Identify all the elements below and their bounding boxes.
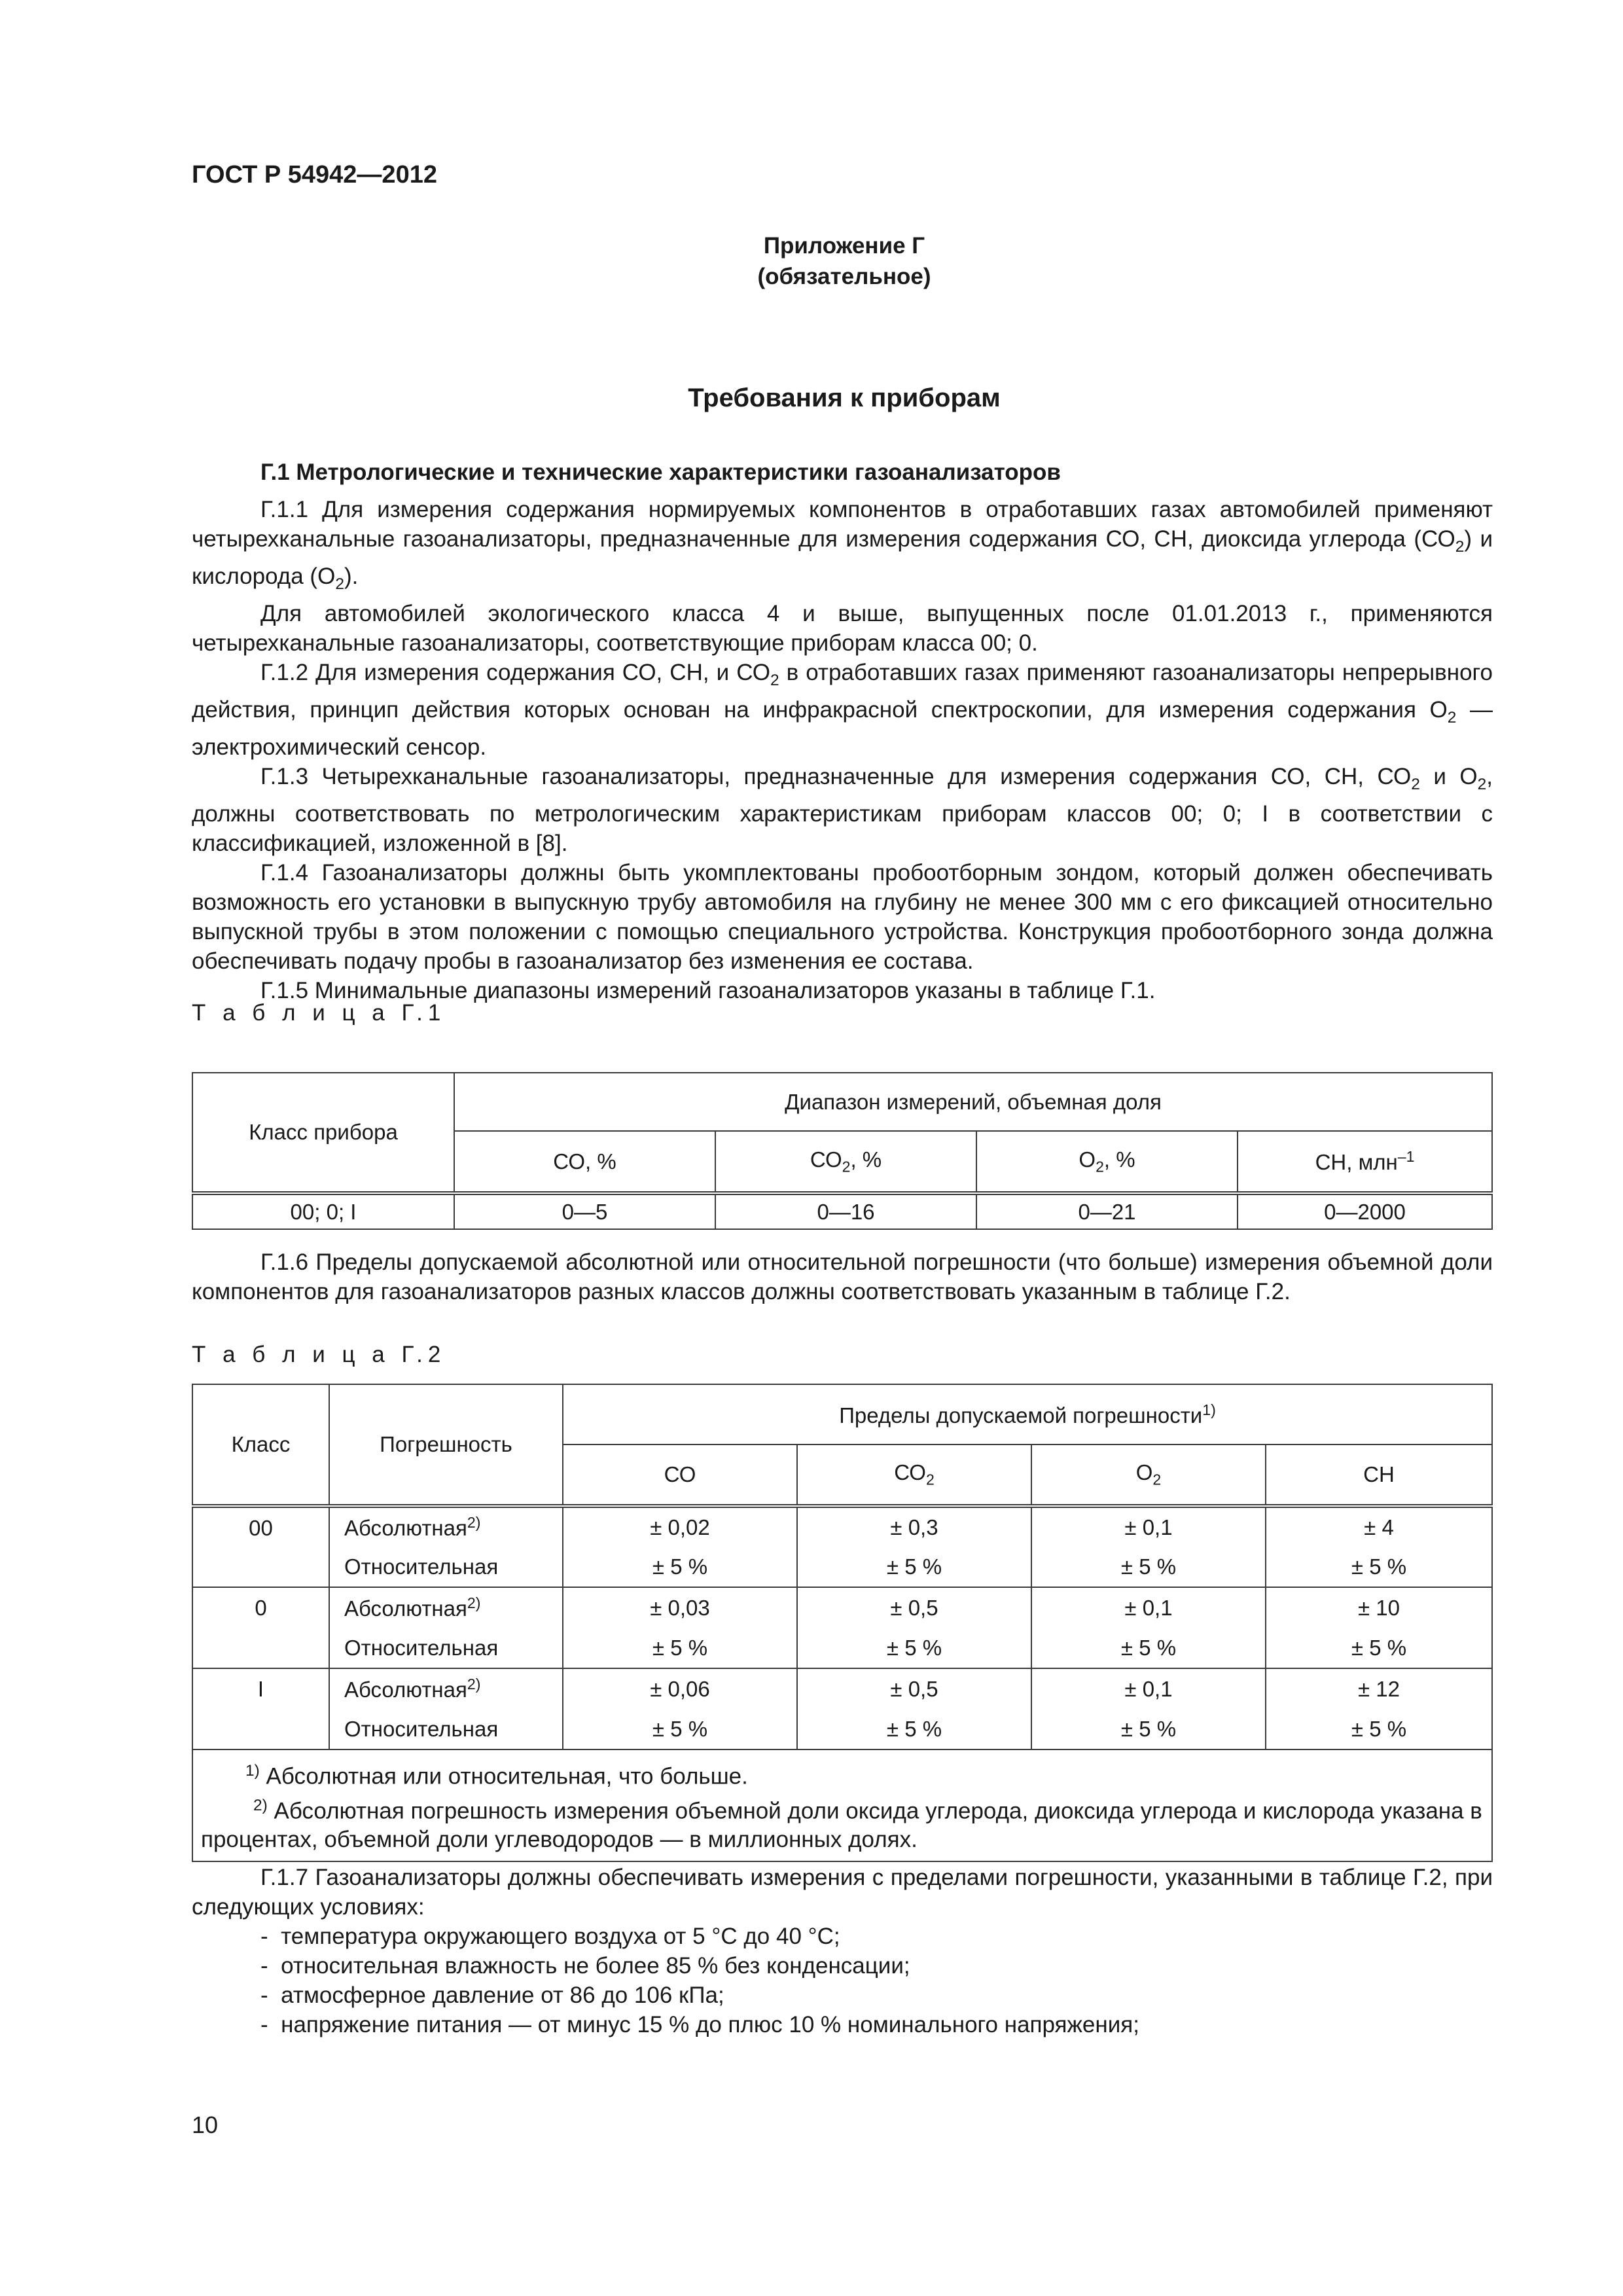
table1-header-class: Класс прибора <box>192 1073 454 1193</box>
table-row <box>192 1709 1492 1749</box>
table2-cell-type: Относительная <box>329 1547 563 1587</box>
table-row <box>192 1587 1492 1628</box>
table2-cell-ch: ± 10 <box>1266 1587 1492 1628</box>
list-item: - относительная влажность не более 85 % без конденсации; <box>260 1951 1139 1981</box>
paragraph-g11-class4: Для автомобилей экологического класса 4 и выше, выпущенных после 01.01.2013 г., применяются четырехканальные газоанализаторы, соответствующие приборам класса 00; 0. <box>192 601 1493 656</box>
conditions-list <box>260 1922 1139 2039</box>
table2-cell-co: ± 0,06 <box>563 1668 797 1709</box>
table1-cell-o2: 0—21 <box>976 1193 1238 1229</box>
table2-note-1: $^{1)}$ Абсолютная или относительная, что больше. <box>245 1762 748 1789</box>
table2-cell-o2: ± 0,1 <box>1031 1506 1266 1547</box>
table1-cell-class: 00; 0; I <box>192 1193 454 1229</box>
table-g1 <box>192 1072 1493 1230</box>
paragraph-g13: Г.1.3 Четырехканальные газоанализаторы, предназначенные для измерения содержания СО, СН, $СО_2$ и $О_2$, должны соответствовать по метрологическим характеристикам приборам классов 00; 0; I в соответствии с классификацией, изложенной в [8]. <box>192 764 1493 856</box>
table2-cell-co: ± 5 % <box>563 1547 797 1587</box>
table2-cell-ch: ± 4 <box>1266 1506 1492 1547</box>
table2-cell-co2: ± 0,3 <box>797 1506 1031 1547</box>
table-row <box>192 1668 1492 1709</box>
table2-cell-type: Относительная <box>329 1709 563 1749</box>
paragraph-g16: Г.1.6 Пределы допускаемой абсолютной или относительной погрешности (что больше) измерения объемной доли компонентов для газоанализаторов разных классов должны соответствовать указанным в таблице Г.2. <box>192 1249 1493 1304</box>
table2-header-co: СО <box>563 1444 797 1506</box>
table2-cell-co2: ± 0,5 <box>797 1587 1031 1628</box>
body-g16 <box>192 1247 1493 1306</box>
table2-cell-co: ± 5 % <box>563 1709 797 1749</box>
table-row <box>192 1506 1492 1547</box>
list-item: - атмосферное давление от 86 до 106 кПа; <box>260 1981 1139 2010</box>
list-item: - температура окружающего воздуха от 5 °С до 40 °С; <box>260 1922 1139 1951</box>
table2-cell-o2: ± 5 % <box>1031 1709 1266 1749</box>
table2-cell-co: ± 5 % <box>563 1628 797 1668</box>
table2-cell-o2: ± 5 % <box>1031 1547 1266 1587</box>
table2-notes <box>192 1749 1492 1861</box>
table2-cell-co2: ± 5 % <box>797 1709 1031 1749</box>
annex-status: (обязательное) <box>757 264 931 289</box>
table2-cell-o2: ± 0,1 <box>1031 1668 1266 1709</box>
table2-cell-ch: ± 5 % <box>1266 1709 1492 1749</box>
paragraph-g12: Г.1.2 Для измерения содержания СО, СН, и $СО_2$ в отработавших газах применяют газоанализаторы непрерывного действия, принцип действия которых основан на инфракрасной спектроскопии, для измерения содержания $О_2$ — электрохимический сенсор. <box>192 660 1493 760</box>
table2-cell-co: ± 0,02 <box>563 1506 797 1547</box>
body-g17 <box>192 1863 1493 1922</box>
table2-cell-o2: ± 5 % <box>1031 1628 1266 1668</box>
paragraph-g14: Г.1.4 Газоанализаторы должны быть укомплектованы пробоотборным зондом, который должен обеспечивать возможность его установки в выпускную трубу автомобиля на глубину не менее 300 мм с его фиксацией относительно выпускной трубы в этом положении с помощью специального устройства. Конструкция пробоотборного зонда должна обеспечивать подачу пробы в газоанализатор без изменения ее состава. <box>192 860 1493 974</box>
table2-cell-ch: ± 5 % <box>1266 1547 1492 1587</box>
table2-caption: Т а б л и ц а Г.2 <box>192 1342 446 1367</box>
table2-header-co2: $СО_2$ <box>797 1444 1031 1506</box>
table1-cell-co: 0—5 <box>454 1193 715 1229</box>
table1-header-o2: $О_2$, % <box>976 1131 1238 1193</box>
paragraph-g15: Г.1.5 Минимальные диапазоны измерений газоанализаторов указаны в таблице Г.1. <box>260 978 1156 1003</box>
table2-cell-type: Абсолютная$^{2)}$ <box>329 1506 563 1547</box>
table2-cell-o2: ± 0,1 <box>1031 1587 1266 1628</box>
table2-cell-type: Относительная <box>329 1628 563 1668</box>
table2-cell-ch: ± 5 % <box>1266 1628 1492 1668</box>
table2-cell-type: Абсолютная$^{2)}$ <box>329 1668 563 1709</box>
table-g2 <box>192 1384 1493 1862</box>
table1-cell-co2: 0—16 <box>715 1193 976 1229</box>
annex-title: Приложение Г <box>763 233 925 259</box>
table-row <box>192 1547 1492 1587</box>
table-row <box>192 1193 1492 1229</box>
main-title: Требования к приборам <box>688 384 1001 412</box>
table1-group-header: Диапазон измерений, объемная доля <box>454 1073 1492 1131</box>
table2-cell-co2: ± 5 % <box>797 1628 1031 1668</box>
table2-notes-row <box>192 1749 1492 1861</box>
table2-header-error: Погрешность <box>329 1384 563 1506</box>
table2-cell-co2: ± 5 % <box>797 1547 1031 1587</box>
paragraph-g17: Г.1.7 Газоанализаторы должны обеспечивать измерения с пределами погрешности, указанными в таблице Г.2, при следующих условиях: <box>192 1865 1493 1920</box>
table2-cell-class: 00 <box>192 1506 329 1587</box>
table2-cell-co: ± 0,03 <box>563 1587 797 1628</box>
page-number: 10 <box>192 2111 219 2138</box>
standard-header: ГОСТ Р 54942—2012 <box>192 161 437 188</box>
table2-cell-type: Абсолютная$^{2)}$ <box>329 1587 563 1628</box>
table1-cell-ch: 0—2000 <box>1238 1193 1492 1229</box>
table2-cell-co2: ± 0,5 <box>797 1668 1031 1709</box>
list-item: - напряжение питания — от минус 15 % до плюс 10 % номинального напряжения; <box>260 2010 1139 2039</box>
table2-header-ch: СН <box>1266 1444 1492 1506</box>
table1-header-co: СО, % <box>454 1131 715 1193</box>
table2-group-header: Пределы допускаемой погрешности$^{1)}$ <box>563 1384 1492 1444</box>
section-heading-g1: Г.1 Метрологические и технические характеристики газоанализаторов <box>260 459 1061 485</box>
annex-title-block <box>0 230 1623 292</box>
table2-cell-class: I <box>192 1668 329 1749</box>
table2-header-class: Класс <box>192 1384 329 1506</box>
table-row <box>192 1628 1492 1668</box>
table2-cell-ch: ± 12 <box>1266 1668 1492 1709</box>
table1-header-ch: СН, млн$^{-1}$ <box>1238 1131 1492 1193</box>
table2-cell-class: 0 <box>192 1587 329 1668</box>
table2-header-o2: $О_2$ <box>1031 1444 1266 1506</box>
table1-caption: Т а б л и ц а Г.1 <box>192 1000 446 1026</box>
body-section-g1 <box>192 495 1493 1005</box>
paragraph-g11: Г.1.1 Для измерения содержания нормируемых компонентов в отработавших газах автомобилей применяют четырехканальные газоанализаторы, предназначенные для измерения содержания СО, СН, диоксида углерода $(СО_2)$ и кислорода $(О_2)$. <box>192 497 1493 593</box>
table2-note-2: $^{2)}$ Абсолютная погрешность измерения объемной доли оксида углерода, диоксида углерода и кислорода указана в процентах, объемной доли углеводородов — в миллионных долях. <box>201 1796 1482 1853</box>
table1-header-co2: $СО_2$, % <box>715 1131 976 1193</box>
